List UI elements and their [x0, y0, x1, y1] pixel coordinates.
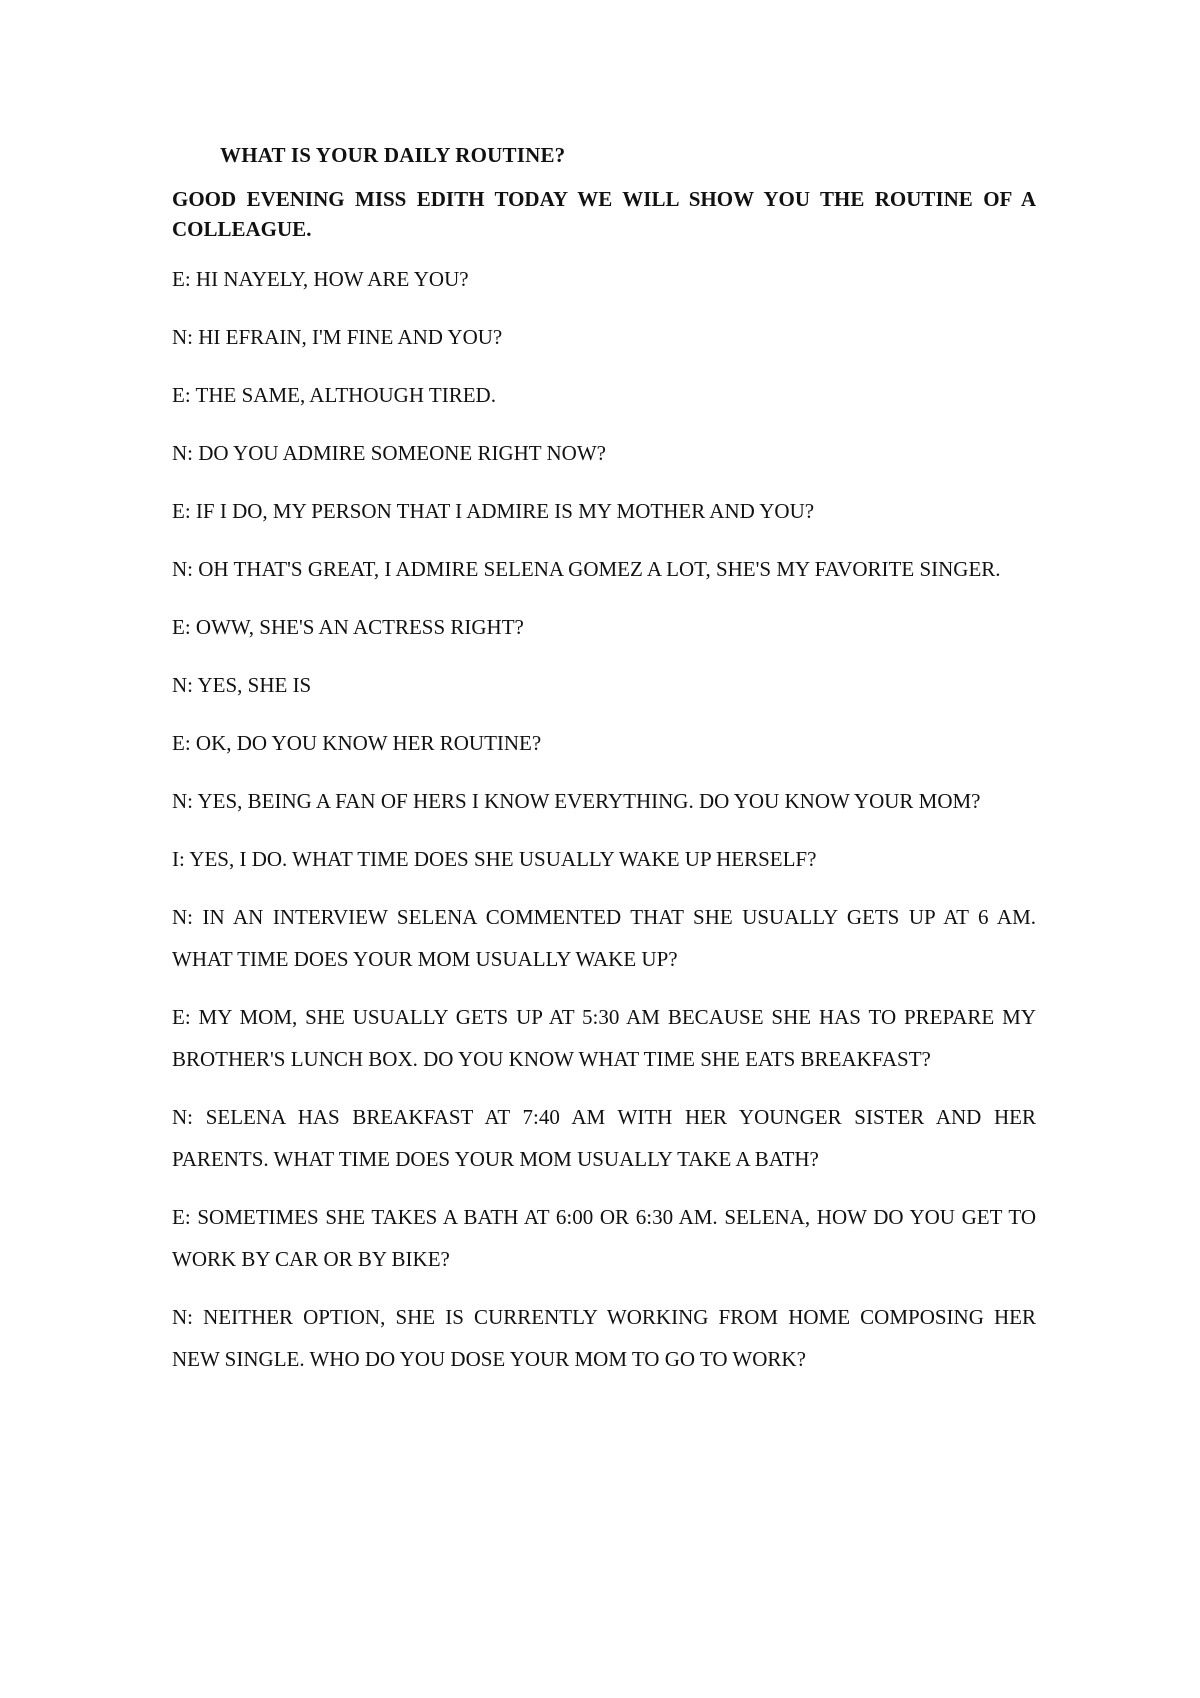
dialogue-line: N: YES, BEING A FAN OF HERS I KNOW EVERYTHING. DO YOU KNOW YOUR MOM? [172, 789, 981, 813]
dialogue-line: N: SELENA HAS BREAKFAST AT 7:40 AM WITH HER YOUNGER SISTER AND HER PARENTS. WHAT TIME DOES YOUR MOM USUALLY TAKE A BATH? [172, 1105, 1036, 1171]
dialogue-line: E: MY MOM, SHE USUALLY GETS UP AT 5:30 AM BECAUSE SHE HAS TO PREPARE MY BROTHER'S LUNCH BOX. DO YOU KNOW WHAT TIME SHE EATS BREAKFAST? [172, 1005, 1036, 1071]
dialogue-line: N: DO YOU ADMIRE SOMEONE RIGHT NOW? [172, 441, 606, 465]
document-title: WHAT IS YOUR DAILY ROUTINE? [220, 143, 566, 167]
dialogue-line: N: NEITHER OPTION, SHE IS CURRENTLY WORKING FROM HOME COMPOSING HER NEW SINGLE. WHO DO YOU DOSE YOUR MOM TO GO TO WORK? [172, 1305, 1036, 1371]
dialogue-line: E: THE SAME, ALTHOUGH TIRED. [172, 383, 496, 407]
dialogue-line: I: YES, I DO. WHAT TIME DOES SHE USUALLY WAKE UP HERSELF? [172, 847, 817, 871]
document-page [172, 140, 1036, 1396]
intro-paragraph: GOOD EVENING MISS EDITH TODAY WE WILL SHOW YOU THE ROUTINE OF A COLLEAGUE. [172, 187, 1036, 241]
dialogue-line: E: OK, DO YOU KNOW HER ROUTINE? [172, 731, 542, 755]
dialogue-line: N: YES, SHE IS [172, 673, 312, 697]
dialogue-line: N: OH THAT'S GREAT, I ADMIRE SELENA GOMEZ A LOT, SHE'S MY FAVORITE SINGER. [172, 557, 1001, 581]
dialogue-line: E: SOMETIMES SHE TAKES A BATH AT 6:00 OR 6:30 AM. SELENA, HOW DO YOU GET TO WORK BY CAR OR BY BIKE? [172, 1205, 1036, 1271]
dialogue-line: E: HI NAYELY, HOW ARE YOU? [172, 267, 469, 291]
dialogue-line: N: HI EFRAIN, I'M FINE AND YOU? [172, 325, 503, 349]
dialogue-line: E: IF I DO, MY PERSON THAT I ADMIRE IS MY MOTHER AND YOU? [172, 499, 815, 523]
dialogue-line: N: IN AN INTERVIEW SELENA COMMENTED THAT SHE USUALLY GETS UP AT 6 AM. WHAT TIME DOES YOUR MOM USUALLY WAKE UP? [172, 905, 1036, 971]
dialogue-line: E: OWW, SHE'S AN ACTRESS RIGHT? [172, 615, 524, 639]
